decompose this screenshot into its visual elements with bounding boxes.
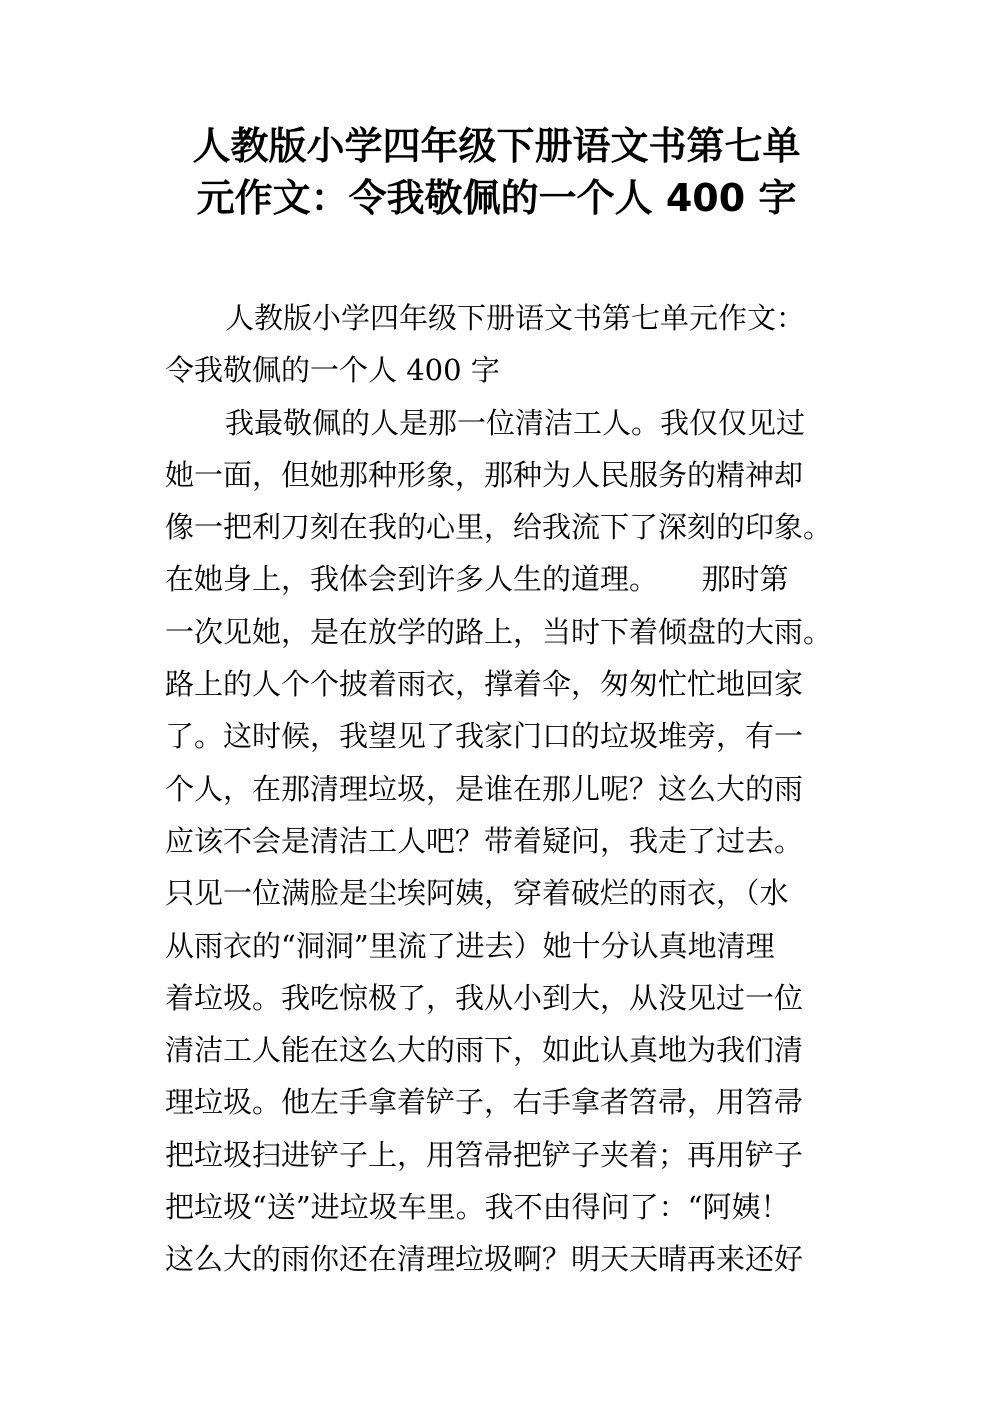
body-line: 在她身上，我体会到许多人生的道理。 那时第: [165, 562, 789, 597]
body-line: 只见一位满脸是尘埃阿姨，穿着破烂的雨衣，（水: [165, 876, 789, 911]
title-line: 元作文：令我敬佩的一个人 400 字: [196, 176, 797, 220]
body-line: 像一把利刀刻在我的心里，给我流下了深刻的印象。: [165, 510, 833, 545]
body-line: 清洁工人能在这么大的雨下，如此认真地为我们清: [165, 1033, 804, 1068]
body-line: 从雨衣的“洞洞”里流了进去）她十分认真地清理: [165, 928, 775, 963]
body-line: 着垃圾。我吃惊极了，我从小到大，从没见过一位: [165, 980, 804, 1015]
body-line: 这么大的雨你还在清理垃圾啊？明天天晴再来还好: [165, 1242, 804, 1277]
title-line: 人教版小学四年级下册语文书第七单: [192, 124, 801, 168]
body-line: 把垃圾“送”进垃圾车里。我不由得问了：“阿姨！: [165, 1190, 790, 1225]
body-line: 令我敬佩的一个人 400 字: [165, 353, 500, 388]
body-line: 人教版小学四年级下册语文书第七单元作文：: [225, 301, 806, 335]
body-line: 我最敬佩的人是那一位清洁工人。我仅仅见过: [225, 405, 806, 440]
body-line: 了。这时候，我望见了我家门口的垃圾堆旁，有一: [165, 719, 804, 754]
document-body: [165, 292, 845, 1286]
body-line: 个人，在那清理垃圾，是谁在那儿呢？这么大的雨: [165, 771, 804, 806]
body-line: 把垃圾扫进铲子上，用笤帚把铲子夹着；再用铲子: [165, 1137, 804, 1172]
body-line: 路上的人个个披着雨衣，撑着伞，匆匆忙忙地回家: [165, 667, 804, 702]
body-line: 她一面，但她那种形象，那种为人民服务的精神却: [165, 457, 804, 492]
body-line: 应该不会是清洁工人吧？带着疑问，我走了过去。: [165, 823, 804, 858]
body-line: 理垃圾。他左手拿着铲子，右手拿者笤帚，用笤帚: [165, 1085, 804, 1120]
body-line: 一次见她，是在放学的路上，当时下着倾盘的大雨。: [165, 614, 833, 649]
document-title: [100, 120, 893, 224]
